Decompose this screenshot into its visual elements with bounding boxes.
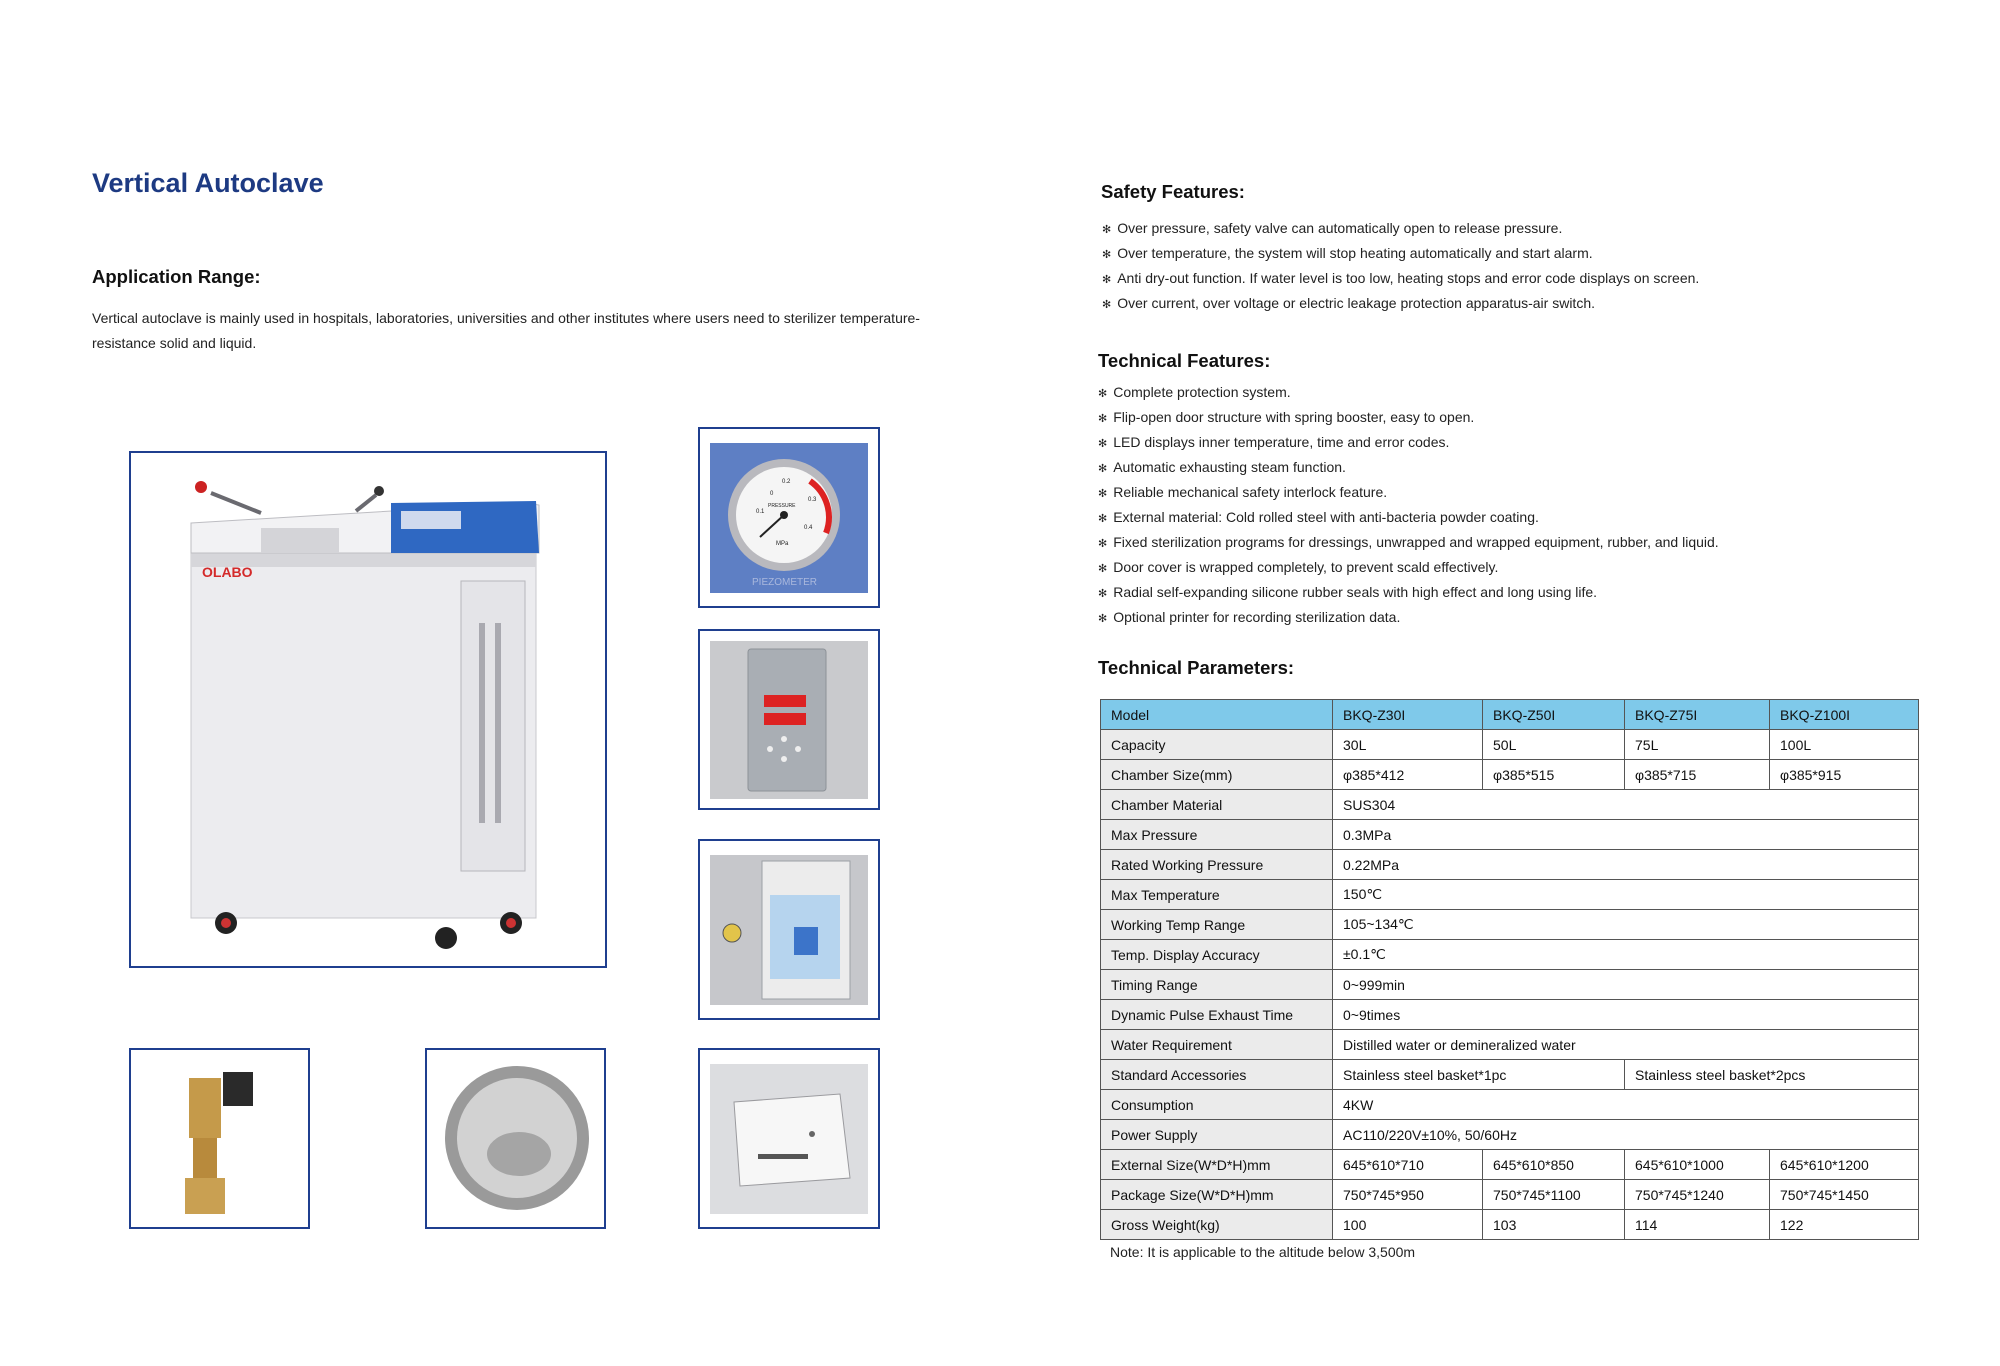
- list-item: ✻ Over current, over voltage or electric leakage protection apparatus-air switch.: [1102, 291, 1699, 316]
- table-row: [1101, 730, 1919, 760]
- table-cell: External Size(W*D*H)mm: [1101, 1150, 1333, 1180]
- table-row: [1101, 790, 1919, 820]
- list-item: ✻ Flip-open door structure with spring booster, easy to open.: [1098, 405, 1719, 430]
- gauge-tick-4: 0.4: [804, 525, 813, 531]
- table-cell: Capacity: [1101, 730, 1333, 760]
- table-row: [1101, 940, 1919, 970]
- table-row: [1101, 1090, 1919, 1120]
- page-title: Vertical Autoclave: [92, 168, 324, 198]
- gauge-caption: PIEZOMETER: [752, 577, 818, 588]
- list-item: ✻ Automatic exhausting steam function.: [1098, 455, 1719, 480]
- table-cell: 0.3MPa: [1333, 820, 1919, 850]
- application-range-heading: Application Range:: [92, 266, 261, 287]
- table-cell: SUS304: [1333, 790, 1919, 820]
- list-item: ✻ Optional printer for recording sterilization data.: [1098, 605, 1719, 630]
- table-row: [1101, 970, 1919, 1000]
- gauge-tick-3: 0.3: [808, 497, 817, 503]
- table-cell: φ385*412: [1333, 760, 1483, 790]
- table-cell: 0~9times: [1333, 1000, 1919, 1030]
- table-row: [1101, 1150, 1919, 1180]
- list-item: ✻ Reliable mechanical safety interlock feature.: [1098, 480, 1719, 505]
- brand-logo: OLABO: [202, 564, 253, 580]
- altitude-note: Note: It is applicable to the altitude below 3,500m: [1110, 1244, 1416, 1260]
- table-cell: Distilled water or demineralized water: [1333, 1030, 1919, 1060]
- list-item: ✻ Radial self-expanding silicone rubber seals with high effect and long using life.: [1098, 580, 1719, 605]
- table-cell: φ385*715: [1625, 760, 1770, 790]
- table-cell: Temp. Display Accuracy: [1101, 940, 1333, 970]
- table-cell: Max Temperature: [1101, 880, 1333, 910]
- table-cell: 750*745*950: [1333, 1180, 1483, 1210]
- column-header: BKQ-Z100I: [1770, 700, 1919, 730]
- gauge-tick-2: 0.2: [782, 479, 791, 485]
- table-cell: Standard Accessories: [1101, 1060, 1333, 1090]
- autoclave-main-image: [129, 451, 607, 968]
- gauge-tick-1: 0.1: [756, 509, 765, 515]
- pressure-gauge-image: [698, 427, 880, 608]
- table-cell: AC110/220V±10%, 50/60Hz: [1333, 1120, 1919, 1150]
- table-cell: Stainless steel basket*1pc: [1333, 1060, 1625, 1090]
- table-cell: 645*610*710: [1333, 1150, 1483, 1180]
- list-item: ✻ LED displays inner temperature, time and error codes.: [1098, 430, 1719, 455]
- table-cell: 645*610*1200: [1770, 1150, 1919, 1180]
- technical-features-list: [1098, 380, 1719, 630]
- table-cell: 4KW: [1333, 1090, 1919, 1120]
- table-cell: Water Requirement: [1101, 1030, 1333, 1060]
- air-switch-image: [698, 839, 880, 1020]
- table-row: [1101, 1120, 1919, 1150]
- gauge-unit: MPa: [776, 541, 789, 547]
- table-cell: 645*610*850: [1483, 1150, 1625, 1180]
- column-header: BKQ-Z50I: [1483, 700, 1625, 730]
- table-cell: Rated Working Pressure: [1101, 850, 1333, 880]
- table-row: [1101, 850, 1919, 880]
- list-item: ✻ Complete protection system.: [1098, 380, 1719, 405]
- technical-features-heading: Technical Features:: [1098, 350, 1271, 371]
- table-cell: Consumption: [1101, 1090, 1333, 1120]
- table-cell: Chamber Size(mm): [1101, 760, 1333, 790]
- printer-image: [698, 1048, 880, 1229]
- table-cell: Gross Weight(kg): [1101, 1210, 1333, 1240]
- table-cell: Dynamic Pulse Exhaust Time: [1101, 1000, 1333, 1030]
- table-cell: 645*610*1000: [1625, 1150, 1770, 1180]
- table-cell: 750*745*1100: [1483, 1180, 1625, 1210]
- safety-features-list: [1102, 216, 1699, 316]
- table-cell: Timing Range: [1101, 970, 1333, 1000]
- technical-parameters-heading: Technical Parameters:: [1098, 657, 1295, 678]
- table-cell: 0.22MPa: [1333, 850, 1919, 880]
- safety-valve-image: [129, 1048, 310, 1229]
- list-item: ✻ Door cover is wrapped completely, to prevent scald effectively.: [1098, 555, 1719, 580]
- table-cell: 50L: [1483, 730, 1625, 760]
- table-row: [1101, 1000, 1919, 1030]
- table-cell: 750*745*1240: [1625, 1180, 1770, 1210]
- table-cell: 114: [1625, 1210, 1770, 1240]
- table-row: [1101, 910, 1919, 940]
- table-cell: Chamber Material: [1101, 790, 1333, 820]
- table-row: [1101, 760, 1919, 790]
- table-cell: 103: [1483, 1210, 1625, 1240]
- table-cell: Package Size(W*D*H)mm: [1101, 1180, 1333, 1210]
- table-cell: 0~999min: [1333, 970, 1919, 1000]
- list-item: ✻ Over temperature, the system will stop heating automatically and start alarm.: [1102, 241, 1699, 266]
- table-cell: 105~134℃: [1333, 910, 1919, 940]
- table-cell: 750*745*1450: [1770, 1180, 1919, 1210]
- table-row: [1101, 1060, 1919, 1090]
- table-cell: Stainless steel basket*2pcs: [1625, 1060, 1919, 1090]
- list-item: ✻ Anti dry-out function. If water level is too low, heating stops and error code displays on screen.: [1102, 266, 1699, 291]
- table-cell: Working Temp Range: [1101, 910, 1333, 940]
- table-cell: 122: [1770, 1210, 1919, 1240]
- parameters-table: [1100, 699, 1919, 1240]
- list-item: ✻ Over pressure, safety valve can automatically open to release pressure.: [1102, 216, 1699, 241]
- column-header: BKQ-Z75I: [1625, 700, 1770, 730]
- application-range-text: Vertical autoclave is mainly used in hospitals, laboratories, universities and other institutes where users need to sterilizer temperature-resistance solid and liquid.: [92, 310, 920, 351]
- table-cell: 30L: [1333, 730, 1483, 760]
- table-cell: 75L: [1625, 730, 1770, 760]
- list-item: ✻ External material: Cold rolled steel with anti-bacteria powder coating.: [1098, 505, 1719, 530]
- steel-basket-image: [425, 1048, 606, 1229]
- gauge-tick-0: 0: [770, 491, 774, 497]
- table-cell: φ385*915: [1770, 760, 1919, 790]
- column-header: Model: [1101, 700, 1333, 730]
- table-cell: Power Supply: [1101, 1120, 1333, 1150]
- table-cell: 100: [1333, 1210, 1483, 1240]
- table-row: [1101, 1210, 1919, 1240]
- table-row: [1101, 880, 1919, 910]
- table-cell: 100L: [1770, 730, 1919, 760]
- table-cell: 150℃: [1333, 880, 1919, 910]
- control-panel-image: [698, 629, 880, 810]
- gauge-pressure-label: PRESSURE: [768, 503, 796, 509]
- table-row: [1101, 1030, 1919, 1060]
- table-row: [1101, 1180, 1919, 1210]
- safety-features-heading: Safety Features:: [1101, 181, 1245, 202]
- table-header-row: [1101, 700, 1919, 730]
- list-item: ✻ Fixed sterilization programs for dressings, unwrapped and wrapped equipment, rubber, and liquid.: [1098, 530, 1719, 555]
- table-cell: ±0.1℃: [1333, 940, 1919, 970]
- column-header: BKQ-Z30I: [1333, 700, 1483, 730]
- table-row: [1101, 820, 1919, 850]
- table-cell: φ385*515: [1483, 760, 1625, 790]
- table-cell: Max Pressure: [1101, 820, 1333, 850]
